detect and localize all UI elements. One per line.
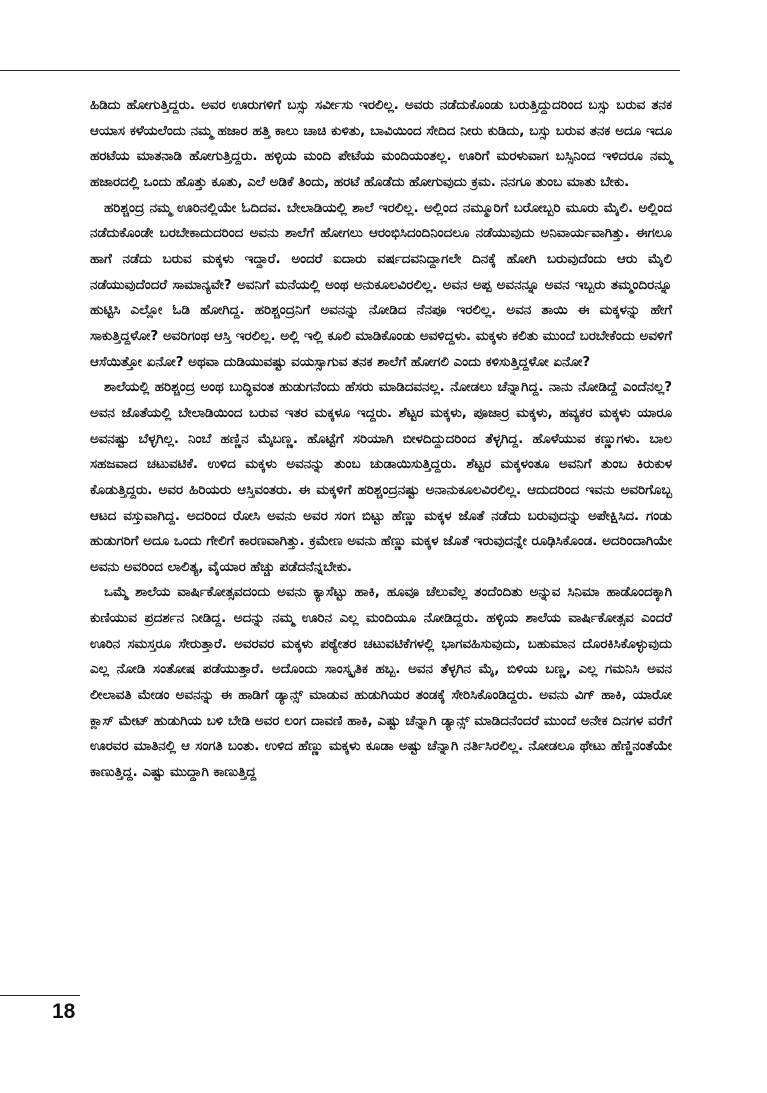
top-rule <box>0 70 680 71</box>
page-number: 18 <box>52 1000 76 1023</box>
paragraph: ಹಿಡಿದು ಹೋಗುತ್ತಿದ್ದರು. ಅವರ ಊರುಗಳಿಗೆ ಬಸ್ಸು ಸರ್ವೀಸು ಇರಲಿಲ್ಲ. ಅವರು ನಡೆದುಕೊಂಡು ಬರುತ್ತಿದ್ದುದರಿಂದ ಬಸ್ಸು ಬರುವ ತನಕ ಆಯಾಸ ಕಳೆಯಲೆಂದು ನಮ್ಮ ಹಜಾರ ಹತ್ತಿ ಕಾಲು ಚಾಚಿ ಕುಳಿತು, ಬಾವಿಯಿಂದ ಸೇದಿದ ನೀರು ಕುಡಿದು, ಬಸ್ಸು ಬರುವ ತನಕ ಅದೂ ಇದೂ ಹರಟೆಯ ಮಾತನಾಡಿ ಹೋಗುತ್ತಿದ್ದರು. ಹಳ್ಳಿಯ ಮಂದಿ ಪೇಟೆಯ ಮಂದಿಯಂತಲ್ಲ. ಊರಿಗೆ ಮರಳುವಾಗ ಬಸ್ಸಿನಿಂದ ಇಳಿದರೂ ನಮ್ಮ ಹಜಾರದಲ್ಲಿ ಒಂದು ಹೊತ್ತು ಕೂತು, ಎಲೆ ಅಡಿಕೆ ತಿಂದು, ಹರಟೆ ಹೊಡೆದು ಹೋಗುವುದು ಕ್ರಮ. ನನಗೂ ತುಂಬ ಮಾತು ಬೇಕು. <box>90 98 672 190</box>
paragraph: ಹರಿಶ್ಚಂದ್ರ ನಮ್ಮ ಊರಿನಲ್ಲಿಯೇ ಓದಿದವ. ಬೇಲಾಡಿಯಲ್ಲಿ ಶಾಲೆ ಇರಲಿಲ್ಲ. ಅಲ್ಲಿಂದ ನಮ್ಮೂರಿಗೆ ಬರೋಬ್ಬರಿ ಮೂರು ಮೈಲಿ. ಅಲ್ಲಿಂದ ನಡೆದುಕೊಂಡೇ ಬರಬೇಕಾದುದರಿಂದ ಅವನು ಶಾಲೆಗೆ ಹೋಗಲು ಆರಂಭಿಸಿದಂದಿನಿಂದಲೂ ನಡೆಯುವುದು ಅನಿವಾರ್ಯವಾಗಿತ್ತು. ಈಗಲೂ ಹಾಗೆ ನಡೆದು ಬರುವ ಮಕ್ಕಳು ಇದ್ದಾರೆ. ಅಂದರೆ ಐದಾರು ವರ್ಷದವನಿದ್ದಾಗಲೇ ದಿನಕ್ಕೆ ಹೋಗಿ ಬರುವುದೆಂದು ಆರು ಮೈಲಿ ನಡೆಯುವುದೆಂದರೆ ಸಾಮಾನ್ಯವೇ? ಅವನಿಗೆ ಮನೆಯಲ್ಲಿ ಅಂಥ ಅನುಕೂಲವಿರಲಿಲ್ಲ. ಅವನ ಅಪ್ಪ ಅವನನ್ನೂ ಅವನ ಇಬ್ಬರು ತಮ್ಮಂದಿರನ್ನೂ ಹುಟ್ಟಿಸಿ ಎಲ್ಲೋ ಓಡಿ ಹೋಗಿದ್ದ. ಹರಿಶ್ಚಂದ್ರನಿಗೆ ಅವನನ್ನು ನೋಡಿದ ನೆನಪೂ ಇರಲಿಲ್ಲ. ಅವನ ತಾಯಿ ಈ ಮಕ್ಕಳನ್ನು ಹೇಗೆ ಸಾಕುತ್ತಿದ್ದಳೋ? ಅವರಿಗಂಥ ಆಸ್ತಿ ಇರಲಿಲ್ಲ. ಅಲ್ಲಿ ಇಲ್ಲಿ ಕೂಲಿ ಮಾಡಿಕೊಂಡು ಅವಳಿದ್ದಳು. ಮಕ್ಕಳು ಕಲಿತು ಮುಂದೆ ಬರಬೇಕೆಂದು ಅವಳಿಗೆ ಆಸೆಯಿತ್ತೋ ಏನೋ? ಅಥವಾ ದುಡಿಯುವಷ್ಟು ವಯಸ್ಸಾಗುವ ತನಕ ಶಾಲೆಗೆ ಹೋಗಲಿ ಎಂದು ಕಳಿಸುತ್ತಿದ್ದಳೋ ಏನೋ? <box>90 200 672 370</box>
paragraph: ಒಮ್ಮೆ ಶಾಲೆಯ ವಾರ್ಷಿಕೋತ್ಸವದಂದು ಅವನು ಕ್ಯಾಸೆಟ್ಟು ಹಾಕಿ, ಹೂವೂ ಚೆಲುವೆಲ್ಲ ತಂದೆಂದಿತು ಅನ್ನುವ ಸಿನಿಮಾ ಹಾಡೊಂದಕ್ಕಾಗಿ ಕುಣಿಯುವ ಪ್ರದರ್ಶನ ನೀಡಿದ್ದ. ಅದನ್ನು ನಮ್ಮ ಊರಿನ ಎಲ್ಲ ಮಂದಿಯೂ ನೋಡಿದ್ದರು. ಹಳ್ಳಿಯ ಶಾಲೆಯ ವಾರ್ಷಿಕೋತ್ಸವ ಎಂದರೆ ಊರಿನ ಸಮಸ್ತರೂ ಸೇರುತ್ತಾರೆ. ಅವರವರ ಮಕ್ಕಳು ಪಠ್ಯೇತರ ಚಟುವಟಿಕೆಗಳಲ್ಲಿ ಭಾಗವಹಿಸುವುದು, ಬಹುಮಾನ ದೊರಕಿಸಿಕೊಳ್ಳುವುದು ಎಲ್ಲ ನೋಡಿ ಸಂತೋಷ ಪಡೆಯುತ್ತಾರೆ. ಅದೊಂದು ಸಾಂಸ್ಕೃತಿಕ ಹಬ್ಬ. ಅವನ ತೆಳ್ಳಗಿನ ಮೈ, ಬಿಳಿಯ ಬಣ್ಣ, ಎಲ್ಲ ಗಮನಿಸಿ ಅವನ ಲೀಲಾವತಿ ಮೇಡಂ ಅವನನ್ನು ಈ ಹಾಡಿಗೆ ಡ್ಯಾನ್ಸ್ ಮಾಡುವ ಹುಡುಗಿಯರ ತಂಡಕ್ಕೆ ಸೇರಿಸಿಕೊಂಡಿದ್ದರು. ಅವನು ವಿಗ್ ಹಾಕಿ, ಯಾರೋ ಕ್ಲಾಸ್ ಮೇಟ್ ಹುಡುಗಿಯ ಬಳಿ ಬೇಡಿ ಅವರ ಲಂಗ ದಾವಣಿ ಹಾಕಿ, ಎಷ್ಟು ಚೆನ್ನಾಗಿ ಡ್ಯಾನ್ಸ್ ಮಾಡಿದನೆಂದರೆ ಮುಂದೆ ಅನೇಕ ದಿನಗಳ ವರೆಗೆ ಊರವರ ಮಾತಿನಲ್ಲಿ ಆ ಸಂಗತಿ ಬಂತು. ಉಳಿದ ಹೆಣ್ಣು ಮಕ್ಕಳು ಕೂಡಾ ಅಷ್ಟು ಚೆನ್ನಾಗಿ ನರ್ತಿಸಿರಲಿಲ್ಲ. ನೋಡಲೂ ಥೇಟು ಹೆಣ್ಣಿನಂತೆಯೇ ಕಾಣುತ್ತಿದ್ದ. ಎಷ್ಟು ಮುದ್ದಾಗಿ ಕಾಣುತ್ತಿದ್ದ <box>90 585 672 781</box>
body-text <box>90 93 672 786</box>
paragraph: ಶಾಲೆಯಲ್ಲಿ ಹರಿಶ್ಚಂದ್ರ ಅಂಥ ಬುದ್ಧಿವಂತ ಹುಡುಗನೆಂದು ಹೆಸರು ಮಾಡಿದವನಲ್ಲ. ನೋಡಲು ಚೆನ್ನಾಗಿದ್ದ. ನಾನು ನೋಡಿದ್ದೆ ಎಂದೆನಲ್ಲ? ಅವನ ಜೊತೆಯಲ್ಲಿ ಬೇಲಾಡಿಯಿಂದ ಬರುವ ಇತರ ಮಕ್ಕಳೂ ಇದ್ದರು. ಶೆಟ್ಟರ ಮಕ್ಕಳು, ಪೂಜಾರ್‍ರ ಮಕ್ಕಳು, ಹವ್ಯಕರ ಮಕ್ಕಳು ಯಾರೂ ಅವನಷ್ಟು ಬೆಳ್ಳಗಿಲ್ಲ. ನಿಂಬೆ ಹಣ್ಣಿನ ಮೈಬಣ್ಣ. ಹೊಟ್ಟೆಗೆ ಸರಿಯಾಗಿ ಬೀಳದಿದ್ದುದರಿಂದ ತೆಳ್ಳಗಿದ್ದ. ಹೊಳೆಯುವ ಕಣ್ಣುಗಳು. ಬಾಲ ಸಹಜವಾದ ಚಟುವಟಿಕೆ. ಉಳಿದ ಮಕ್ಕಳು ಅವನನ್ನು ತುಂಬ ಚುಡಾಯಿಸುತ್ತಿದ್ದರು. ಶೆಟ್ಟರ ಮಕ್ಕಳಂತೂ ಅವನಿಗೆ ತುಂಬ ಕಿರುಕುಳ ಕೊಡುತ್ತಿದ್ದರು. ಅವರ ಹಿರಿಯರು ಆಸ್ತಿವಂತರು. ಈ ಮಕ್ಕಳಿಗೆ ಹರಿಶ್ಚಂದ್ರನಷ್ಟು ಅನಾನುಕೂಲವಿರಲಿಲ್ಲ. ಆದುದರಿಂದ ಇವನು ಅವರಿಗೊಬ್ಬ ಆಟದ ವಸ್ತುವಾಗಿದ್ದ. ಅದರಿಂದ ರೋಸಿ ಅವನು ಅವರ ಸಂಗ ಬಿಟ್ಟು ಹೆಣ್ಣು ಮಕ್ಕಳ ಜೊತೆ ನಡೆದು ಬರುವುದನ್ನು ಅಪೇಕ್ಷಿಸಿದ. ಗಂಡು ಹುಡುಗರಿಗೆ ಅದೂ ಒಂದು ಗೇಲಿಗೆ ಕಾರಣವಾಗಿತ್ತು. ಕ್ರಮೇಣ ಅವನು ಹೆಣ್ಣು ಮಕ್ಕಳ ಜೊತೆ ಇರುವುದನ್ನೇ ರೂಢಿಸಿಕೊಂಡ. ಅದರಿಂದಾಗಿಯೇ ಅವನು ಅವರಿಂದ ಲಾಲಿತ್ಯ, ವೈಯಾರ ಹೆಚ್ಚು ಪಡೆದನೆನ್ನಬೇಕು. <box>90 380 672 575</box>
bottom-rule <box>0 995 80 996</box>
